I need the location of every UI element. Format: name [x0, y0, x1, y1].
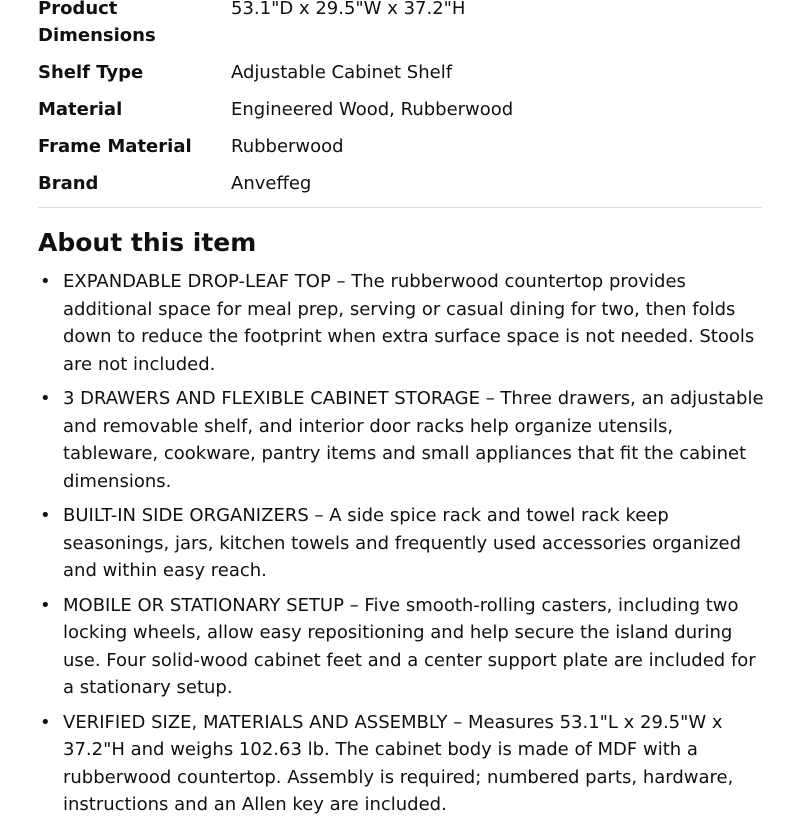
bullet-text: 3 DRAWERS AND FLEXIBLE CABINET STORAGE – Three drawers, an adjustable and removable shelf, and interior door racks help organize utensils, tableware, cookware, pantry items and small appliances that fit the cabinet dimensions.	[63, 388, 764, 492]
spec-label: Brand	[38, 173, 99, 194]
spec-label: Frame Material	[38, 136, 192, 157]
section-divider	[38, 207, 762, 208]
bullet-icon: •	[40, 505, 51, 526]
spec-value: Engineered Wood, Rubberwood	[231, 99, 514, 120]
bullet-icon: •	[40, 388, 51, 409]
spec-label: Material	[38, 99, 123, 120]
bullet-icon: •	[40, 271, 51, 292]
spec-label: Product Dimensions	[38, 0, 156, 46]
about-heading: About this item	[38, 228, 257, 257]
list-item	[38, 502, 768, 585]
list-item	[38, 709, 768, 819]
spec-row-brand	[38, 165, 762, 202]
spec-row-frame-material	[38, 128, 762, 165]
bullet-text: EXPANDABLE DROP-LEAF TOP – The rubberwood countertop provides additional space for meal prep, serving or casual dining for two, then folds down to reduce the footprint when extra surface space is not needed. Stools are not included.	[63, 271, 755, 375]
spec-row-shelf-type	[38, 54, 762, 91]
spec-row-material	[38, 91, 762, 128]
list-item	[38, 592, 768, 702]
spec-label: Shelf Type	[38, 62, 144, 83]
spec-value: Adjustable Cabinet Shelf	[231, 62, 453, 83]
spec-value: 53.1"D x 29.5"W x 37.2"H	[231, 0, 466, 19]
bullet-icon: •	[40, 711, 51, 733]
product-specs-table	[38, 0, 762, 202]
about-bullet-list	[38, 268, 768, 826]
list-item	[38, 385, 768, 495]
bullet-icon: •	[40, 594, 51, 616]
list-item	[38, 268, 768, 378]
bullet-text: VERIFIED SIZE, MATERIALS AND ASSEMBLY – Measures 53.1"L x 29.5"W x 37.2"H and weighs 102.63 lb. The cabinet body is made of MDF with a rubberwood countertop. Assembly is required; numbered parts, hardware, instructions and an Allen key are included.	[63, 711, 734, 815]
spec-row-dimensions	[38, 0, 762, 54]
spec-value: Rubberwood	[231, 136, 344, 157]
spec-value: Anveffeg	[231, 173, 312, 194]
bullet-text: MOBILE OR STATIONARY SETUP – Five smooth-rolling casters, including two locking wheels, allow easy repositioning and help secure the island during use. Four solid-wood cabinet feet and a center support plate are included for a stationary setup.	[63, 594, 756, 698]
bullet-text: BUILT-IN SIDE ORGANIZERS – A side spice rack and towel rack keep seasonings, jars, kitchen towels and frequently used accessories organized and within easy reach.	[63, 505, 742, 581]
